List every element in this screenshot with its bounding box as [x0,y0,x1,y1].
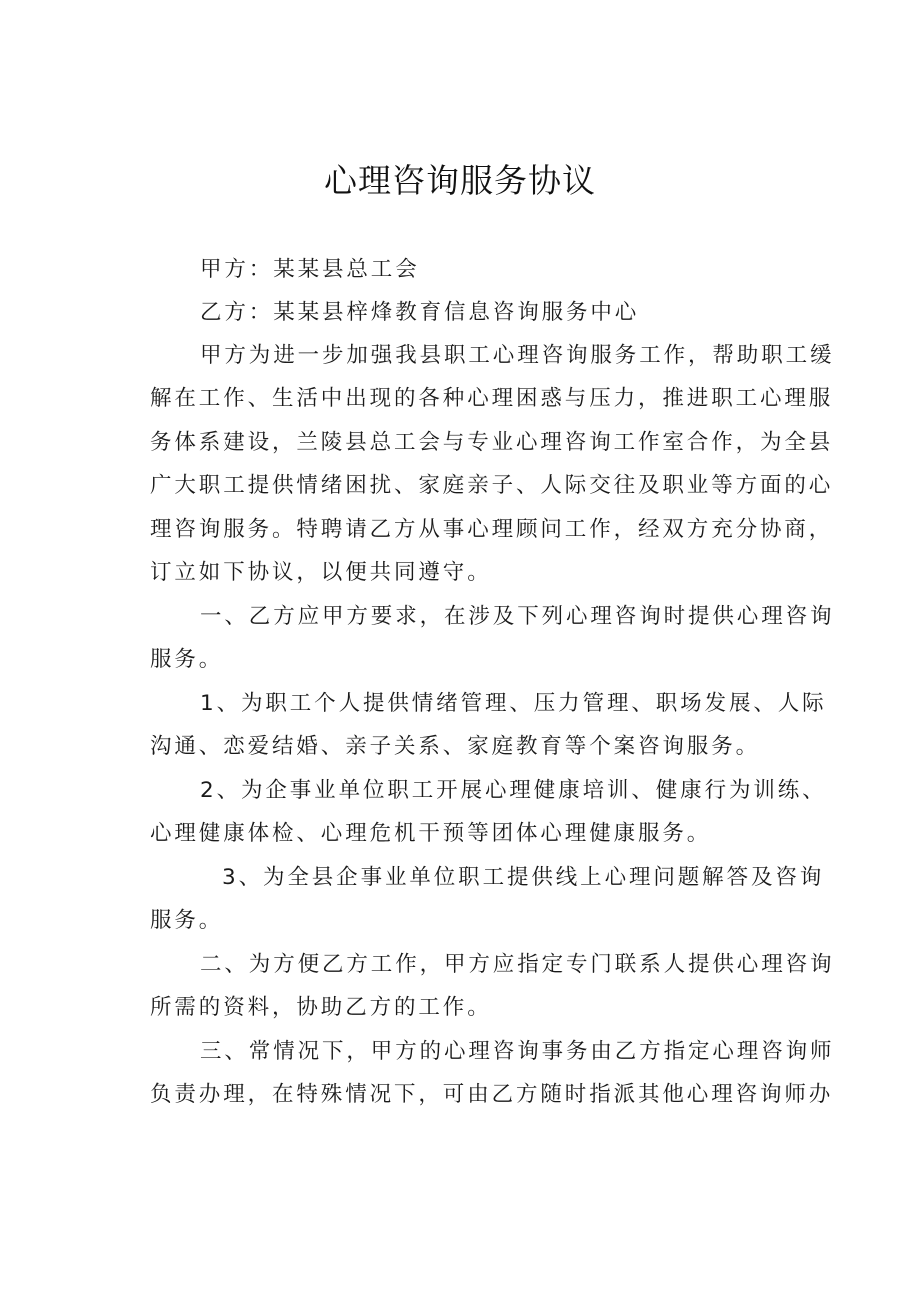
item-3-line: 服务。 [150,908,224,933]
clause-two-line: 二、为方便乙方工作，甲方应指定专门联系人提供心理咨询 [200,952,835,977]
clause-one-line: 服务。 [150,647,224,672]
item-1-line: 沟通、恋爱结婚、亲子关系、家庭教育等个案咨询服务。 [150,734,761,759]
intro-paragraph-line: 理咨询服务。特聘请乙方从事心理顾问工作，经双方充分协商， [150,517,834,542]
intro-paragraph-line: 甲方为进一步加强我县职工心理咨询服务工作，帮助职工缓 [200,343,835,368]
intro-paragraph-line: 解在工作、生活中出现的各种心理困惑与压力，推进职工心理服 [150,386,834,411]
document-title: 心理咨询服务协议 [324,161,596,200]
party-b-line: 乙方：某某县梓烽教育信息咨询服务中心 [200,300,640,325]
intro-paragraph-line: 广大职工提供情绪困扰、家庭亲子、人际交往及职业等方面的心 [150,473,834,498]
clause-three-line: 负责办理，在特殊情况下，可由乙方随时指派其他心理咨询师办 [150,1082,834,1107]
clause-three-line: 三、常情况下，甲方的心理咨询事务由乙方指定心理咨询师 [200,1039,835,1064]
intro-paragraph-line: 订立如下协议，以便共同遵守。 [150,560,492,585]
item-1-line: 1、为职工个人提供情绪管理、压力管理、职场发展、人际 [200,691,827,716]
item-3-line: 3、为全县企事业单位职工提供线上心理问题解答及咨询 [222,865,825,890]
party-a-line: 甲方：某某县总工会 [200,257,420,282]
item-2-line: 2、为企事业单位职工开展心理健康培训、健康行为训练、 [200,778,827,803]
intro-paragraph-line: 务体系建设，兰陵县总工会与专业心理咨询工作室合作，为全县 [150,430,834,455]
clause-one-line: 一、乙方应甲方要求，在涉及下列心理咨询时提供心理咨询 [200,604,835,629]
clause-two-line: 所需的资料，协助乙方的工作。 [150,995,492,1020]
item-2-line: 心理健康体检、心理危机干预等团体心理健康服务。 [150,821,712,846]
